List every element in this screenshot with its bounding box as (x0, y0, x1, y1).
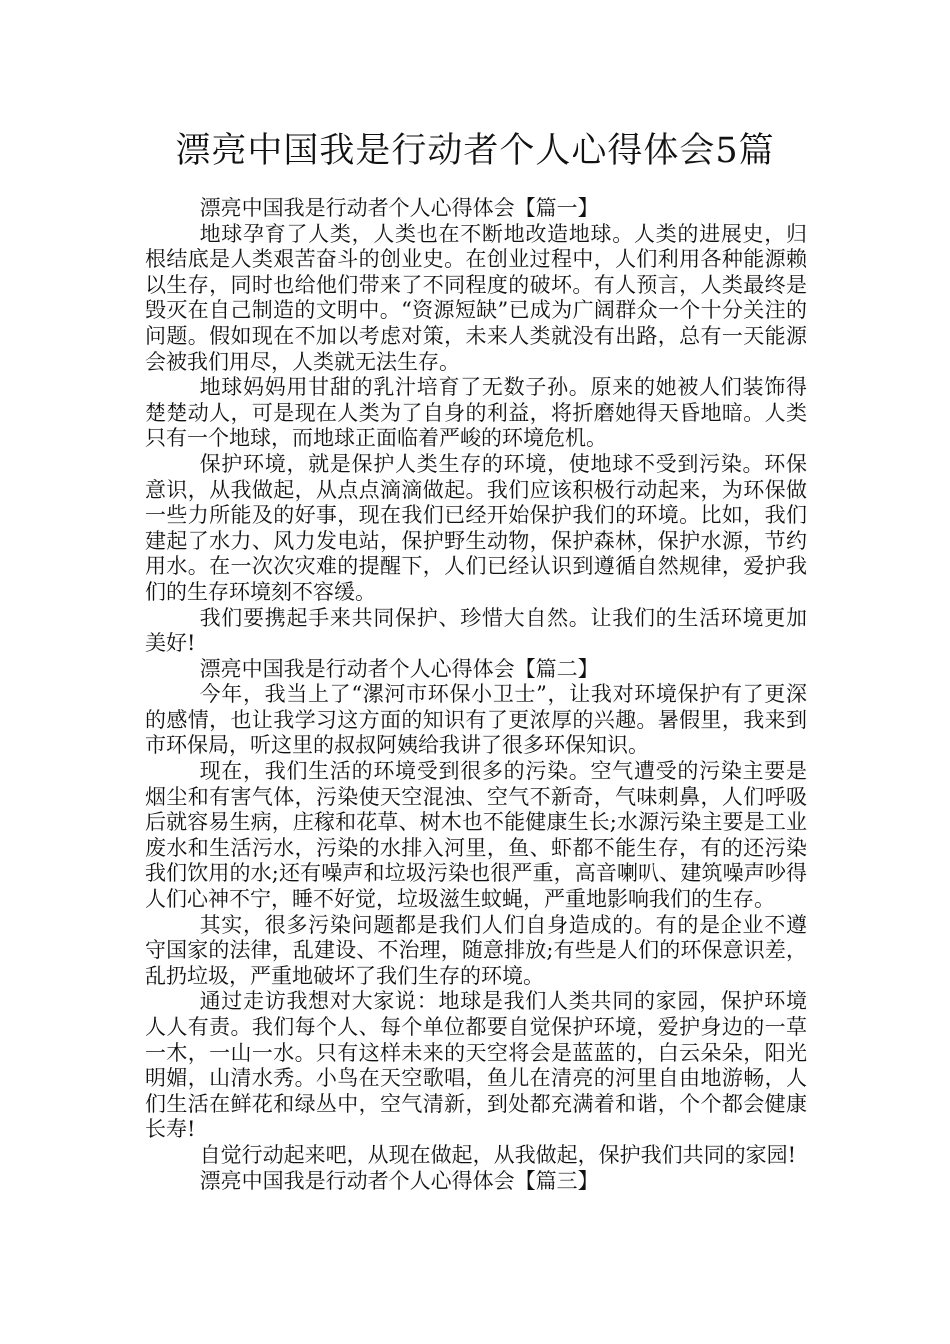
section-heading: 漂亮中国我是行动者个人心得体会【篇三】 (199, 1168, 599, 1193)
paragraph: 其实，很多污染问题都是我们人们自身造成的。有的是企业不遵守国家的法律，乱建设、不治理，随意排放;有些是人们的环保意识差，乱扔垃圾，严重地破坏了我们生存的环境。 (145, 912, 807, 988)
paragraph: 地球孕育了人类，人类也在不断地改造地球。人类的进展史，归根结底是人类艰苦奋斗的创业史。在创业过程中，人们利用各种能源赖以生存，同时也给他们带来了不同程度的破坏。有人预言，人类最终是毁灭在自己制造的文明中。“资源短缺”已成为广阔群众一个十分关注的问题。假如现在不加以考虑对策，未来人类就没有出路，总有一天能源会被我们用尽，人类就无法生存。 (145, 221, 807, 374)
paragraph: 我们要携起手来共同保护、珍惜大自然。让我们的生活环境更加美好! (145, 605, 807, 656)
document-body (145, 196, 807, 1194)
paragraph: 今年，我当上了“漯河市环保小卫士”，让我对环境保护有了更深的感情，也让我学习这方面的知识有了更浓厚的兴趣。暑假里，我来到市环保局，听这里的叔叔阿姨给我讲了很多环保知识。 (145, 682, 807, 758)
paragraph: 通过走访我想对大家说：地球是我们人类共同的家园，保护环境人人有责。我们每个人、每个单位都要自觉保护环境，爱护身边的一草一木，一山一水。只有这样未来的天空将会是蓝蓝的，白云朵朵，阳光明媚，山清水秀。小鸟在天空歌唱，鱼儿在清亮的河里自由地游畅，人们生活在鲜花和绿丛中，空气清新，到处都充满着和谐，个个都会健康长寿! (145, 989, 807, 1142)
section-heading: 漂亮中国我是行动者个人心得体会【篇一】 (199, 196, 599, 220)
paragraph: 地球妈妈用甘甜的乳汁培育了无数子孙。原来的她被人们装饰得楚楚动人，可是现在人类为了自身的利益，将折磨她得天昏地暗。人类只有一个地球，而地球正面临着严峻的环境危机。 (145, 375, 807, 451)
section-heading: 漂亮中国我是行动者个人心得体会【篇二】 (199, 656, 599, 681)
document-title: 漂亮中国我是行动者个人心得体会5篇 (175, 131, 775, 171)
paragraph: 自觉行动起来吧，从现在做起，从我做起，保护我们共同的家园! (199, 1142, 797, 1167)
paragraph: 保护环境，就是保护人类生存的环境，使地球不受到污染。环保意识，从我做起，从点点滴滴做起。我们应该积极行动起来，为环保做一些力所能及的好事，现在我们已经开始保护我们的环境。比如，我们建起了水力、风力发电站，保护野生动物，保护森林，保护水源，节约用水。在一次次灾难的提醒下，人们已经认识到遵循自然规律，爱护我们的生存环境刻不容缓。 (145, 451, 807, 604)
paragraph: 现在，我们生活的环境受到很多的污染。空气遭受的污染主要是烟尘和有害气体，污染使天空混浊、空气不新奇，气味刺鼻，人们呼吸后就容易生病，庄稼和花草、树木也不能健康生长;水源污染主要是工业废水和生活污水，污染的水排入河里，鱼、虾都不能生存，有的还污染我们饮用的水;还有噪声和垃圾污染也很严重，高音喇叭、建筑噪声吵得人们心神不宁，睡不好觉，垃圾滋生蚊蝇，严重地影响我们的生存。 (145, 759, 807, 912)
